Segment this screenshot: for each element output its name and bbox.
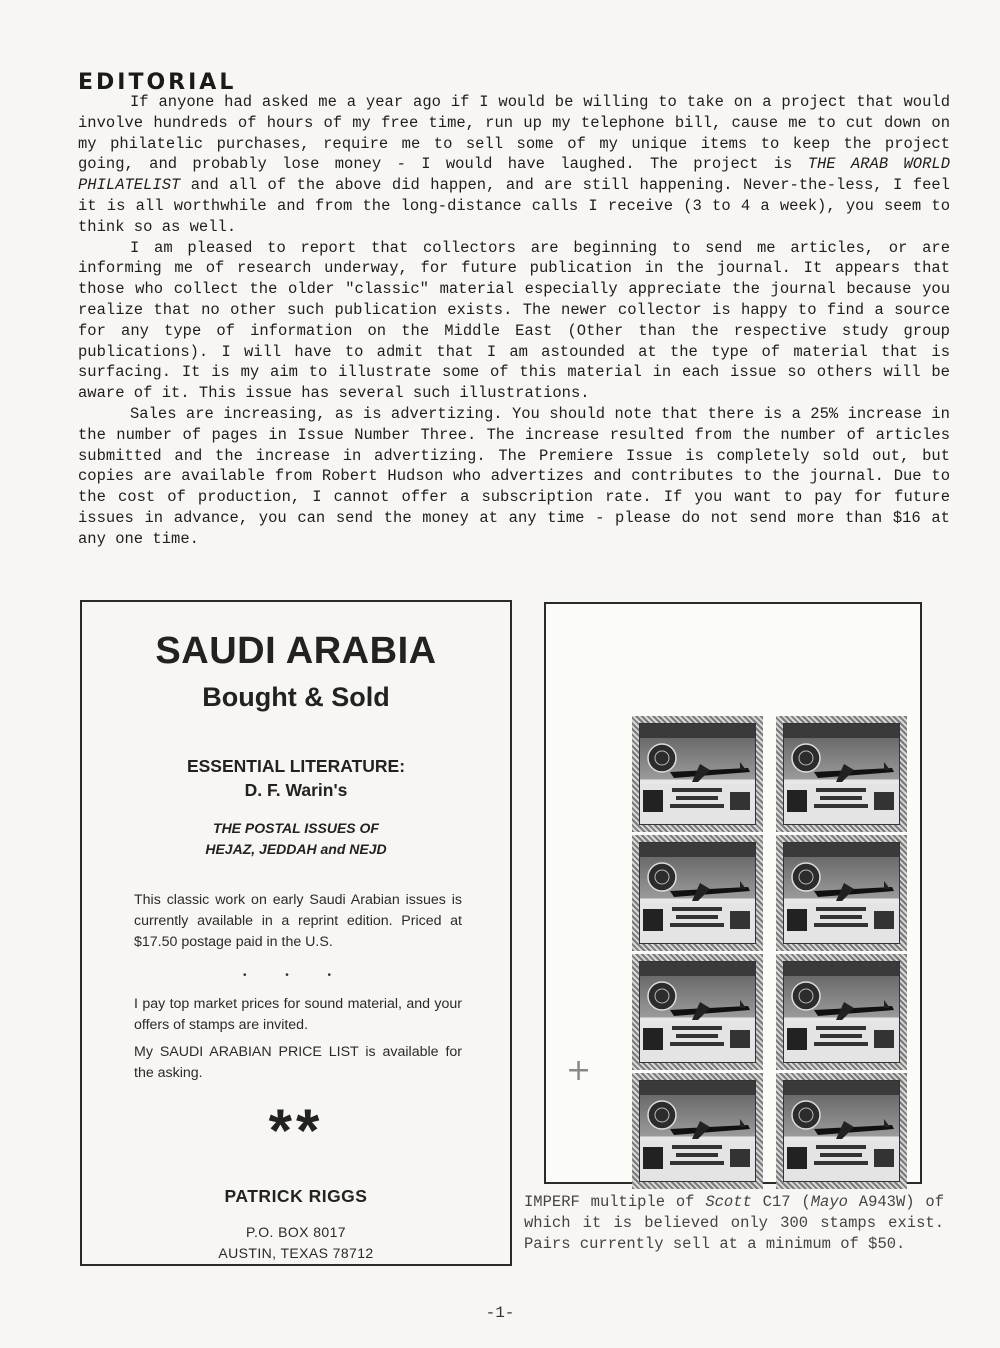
ad-subtitle: Bought & Sold: [202, 682, 390, 712]
airplane-stamp-icon: [784, 724, 899, 824]
stamp-design: [639, 723, 756, 825]
stamp-image: [776, 716, 907, 832]
journal-title: THE ARAB WORLD PHILATELIST: [78, 155, 950, 195]
stamp-design: [783, 1080, 900, 1182]
ad-separator-dots: • • •: [242, 970, 350, 981]
advertisement-box: [80, 600, 512, 1266]
stamp-grid: [632, 716, 907, 1189]
paragraph-text: and all of the above did happen, and are still happening. Never-the-less, I feel it is all worthwhile and from the long-distance calls I receive (3 to 4 a week), you seem to think so as well.: [78, 176, 950, 236]
stamp-design: [783, 723, 900, 825]
stamp-image: [632, 1073, 763, 1189]
stamp-image: [776, 1073, 907, 1189]
stamp-design: [639, 961, 756, 1063]
ad-dealer-name: PATRICK RIGGS: [224, 1186, 368, 1206]
image-caption: [524, 1192, 944, 1254]
paragraph-text: Sales are increasing, as is advertizing. You should note that there is a 25% increase in the number of pages in Issue Number Three. The increase resulted from the number of articles submitted and the increase in advertizing. The Premiere Issue is completely sold out, but copies are available from Robert Hudson who advertizes and contributes to the journal. Due to the cost of production, I cannot offer a subscription rate. If you want to pay for future issues in advance, you can send the money at any time - please do not send more than $16 at any one time.: [78, 404, 950, 548]
ad-address-line: AUSTIN, TEXAS 78712: [218, 1245, 374, 1261]
ad-literature-block: [82, 754, 510, 802]
ad-body-price-list: My SAUDI ARABIAN PRICE LIST is available for the asking.: [134, 1044, 462, 1081]
page-number: -1-: [485, 1304, 515, 1322]
editorial-body: [78, 92, 950, 550]
paragraph-text: I am pleased to report that collectors are beginning to send me articles, or are informing me of research underway, for future publication in the journal. It appears that those who collect the older "classic" material especially appreciate the journal because you realize that no other such publication exists. The newer collector is happy to find a source for any type of information on the Middle East (Other than the respective study group publications). I will have to admit that I am astounded at the type of material that is surfacing. It is my aim to illustrate some of this material in each issue so others will be aware of it. This issue has several such illustrations.: [78, 238, 950, 403]
ad-book-line: THE POSTAL ISSUES OF: [213, 820, 379, 836]
airplane-stamp-icon: [784, 962, 899, 1062]
editorial-heading: EDITORIAL: [78, 70, 237, 95]
airplane-stamp-icon: [640, 962, 755, 1062]
airplane-stamp-icon: [784, 843, 899, 943]
stamp-image: [632, 954, 763, 1070]
stamp-design: [639, 842, 756, 944]
editorial-paragraph-2: [78, 238, 950, 404]
ad-literature-label: ESSENTIAL LITERATURE:: [186, 756, 406, 776]
registration-cross-icon: +: [566, 1053, 592, 1088]
editorial-paragraph-1: [78, 92, 950, 238]
ad-address-line: P.O. BOX 8017: [246, 1224, 346, 1240]
editorial-paragraph-3: [78, 404, 950, 550]
stamp-image: [776, 835, 907, 951]
caption-text: IMPERF multiple of: [524, 1193, 706, 1211]
stamp-image: [776, 954, 907, 1070]
ad-title: SAUDI ARABIA: [155, 630, 437, 672]
airplane-stamp-icon: [640, 843, 755, 943]
airplane-stamp-icon: [640, 1081, 755, 1181]
caption-text: C17 (: [751, 1193, 811, 1211]
stamp-design: [783, 961, 900, 1063]
caption-catalog-scott: Scott: [705, 1193, 752, 1211]
ad-author: D. F. Warin's: [244, 780, 348, 800]
stamp-design: [783, 842, 900, 944]
airplane-stamp-icon: [640, 724, 755, 824]
stamp-sheet-image: [544, 602, 922, 1184]
stamp-image: [632, 835, 763, 951]
ad-book-title: [82, 818, 510, 860]
ad-stars: **: [268, 1097, 324, 1164]
ad-body-prices: I pay top market prices for sound material, and your offers of stamps are invited.: [134, 996, 462, 1033]
ad-address: [82, 1222, 510, 1264]
stamp-image: [632, 716, 763, 832]
paragraph-text: If anyone had asked me a year ago if I would be willing to take on a project that would involve hundreds of hours of my free time, run up my telephone bill, cause me to cut down on my philatelic purchases, require me to sell some of my unique items to keep the project going, and probably lose money - I would have laughed. The project is: [78, 93, 950, 174]
caption-text: A943W) of which it is believed only 300 stamps exist. Pairs currently sell at a minimum of $50.: [524, 1193, 945, 1253]
ad-book-line: HEJAZ, JEDDAH and NEJD: [205, 841, 387, 857]
caption-catalog-mayo: Mayo: [810, 1193, 848, 1211]
ad-body-reprint: This classic work on early Saudi Arabian issues is currently available in a reprint edition. Priced at $17.50 postage paid in the U.S.: [134, 892, 462, 950]
airplane-stamp-icon: [784, 1081, 899, 1181]
stamp-design: [639, 1080, 756, 1182]
